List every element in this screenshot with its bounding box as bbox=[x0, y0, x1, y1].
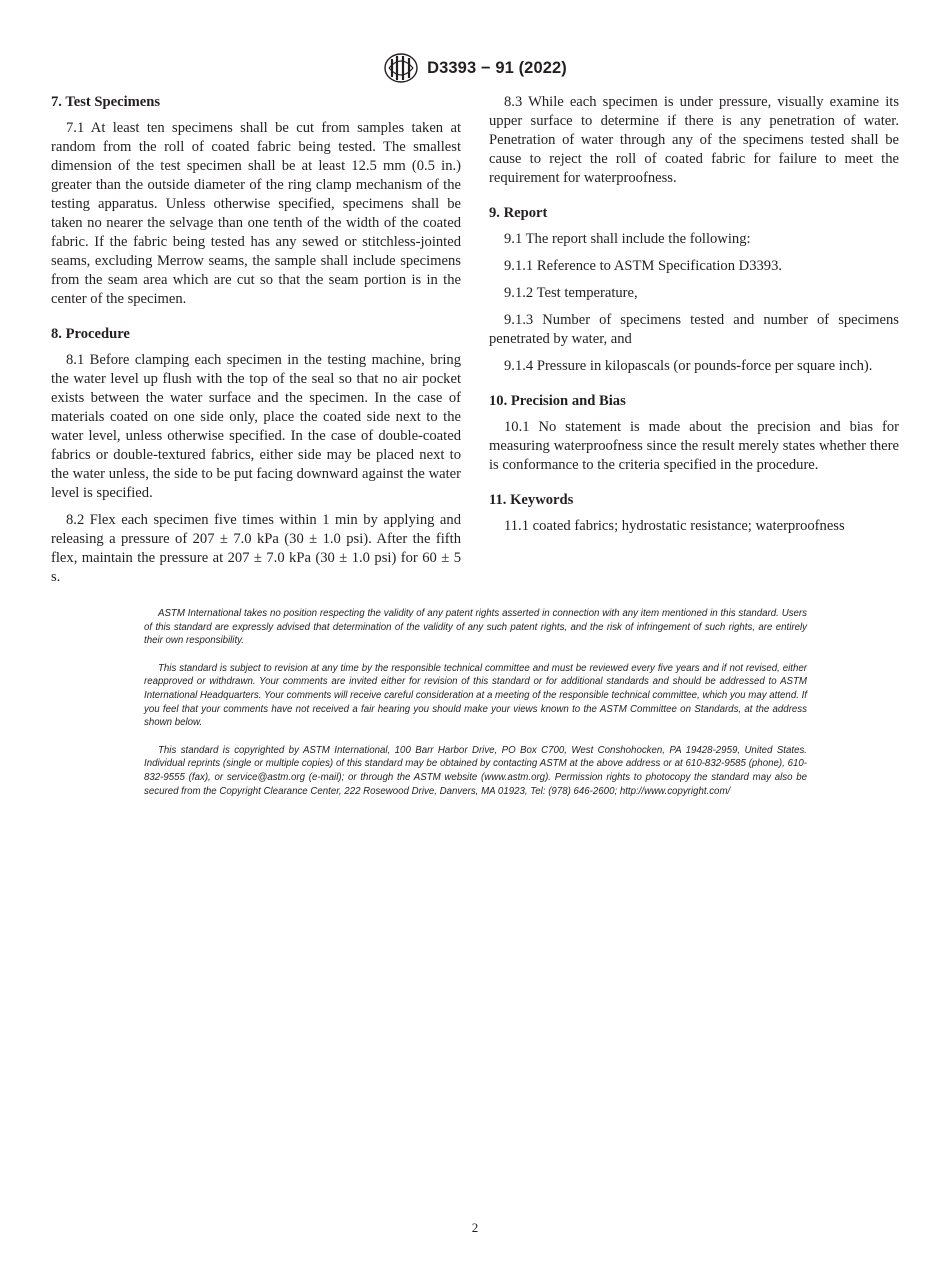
section-title-report: 9. Report bbox=[489, 205, 548, 221]
paragraph-10-1: 10.1 No statement is made about the precision and bias for measuring waterproofness since the result merely states whether there is conformance to the criteria specified in the procedure. bbox=[489, 419, 899, 473]
paragraph-7-1: 7.1 At least ten specimens shall be cut from samples taken at random from the roll of coated fabric being tested. The smallest dimension of the test specimen shall be at least 12.5 mm (0.5 in.) greater than the outside diameter of the ring clamp mechanism of the testing apparatus. Unless otherwise specified, specimens shall be taken no nearer the selvage than one tenth of the width of the coated fabric. If the fabric being tested has any sewed or stitchless-jointed seams, excluding Merrow seams, the sample shall include specimens from the seam area which are cut so that the seam portion is in the center of the specimen. bbox=[51, 120, 461, 307]
paragraph-8-3: 8.3 While each specimen is under pressure, visually examine its upper surface to determine if there is any penetration of water. Penetration of water through any of the specimens tested shall be cause to reject the roll of coated fabric for failure to meet the requirement for waterproofness. bbox=[489, 94, 899, 186]
page-number: 2 bbox=[471, 1220, 479, 1235]
paragraph-9-1-3: 9.1.3 Number of specimens tested and number of specimens penetrated by water, and bbox=[489, 312, 899, 347]
paragraph-9-1-2: 9.1.2 Test temperature, bbox=[504, 285, 638, 301]
section-title-precision-and-bias: 10. Precision and Bias bbox=[489, 393, 626, 409]
document-id: D3393 − 91 (2022) bbox=[427, 58, 567, 77]
right-column bbox=[489, 93, 899, 544]
footnote-revision: This standard is subject to revision at any time by the responsible technical committee and must be reviewed every five years and if not revised, either reapproved or withdrawn. Your comments are invited either for revision of this standard or for additional standards and should be addressed to ASTM International Headquarters. Your comments will receive careful consideration at a meeting of the responsible technical committee, which you may attend. If you feel that your comments have not received a fair hearing you should make your views known to the ASTM Committee on Standards, at the address shown below. bbox=[144, 662, 807, 729]
footnotes bbox=[144, 607, 807, 812]
paragraph-8-2: 8.2 Flex each specimen five times within 1 min by applying and releasing a pressure of 207 ± 7.0 kPa (30 ± 1.0 psi). After the fifth flex, maintain the pressure at 207 ± 7.0 kPa (30 ± 1.0 psi) for 60 ± 5 s. bbox=[51, 512, 461, 585]
section-title-keywords: 11. Keywords bbox=[489, 492, 574, 508]
section-title-procedure: 8. Procedure bbox=[51, 326, 130, 342]
astm-logo-icon bbox=[383, 52, 419, 84]
paragraph-11-1: 11.1 coated fabrics; hydrostatic resistance; waterproofness bbox=[504, 518, 845, 534]
section-title-test-specimens: 7. Test Specimens bbox=[51, 94, 161, 110]
page-header bbox=[0, 52, 950, 86]
paragraph-9-1: 9.1 The report shall include the following: bbox=[504, 231, 751, 247]
header-inner bbox=[383, 52, 567, 84]
footnote-copyright: This standard is copyrighted by ASTM International, 100 Barr Harbor Drive, PO Box C700, West Conshohocken, PA 19428-2959, United States. Individual reprints (single or multiple copies) of this standard may be obtained by contacting ASTM at the above address or at 610-832-9585 (phone), 610-832-9555 (fax), or service@astm.org (e-mail); or through the ASTM website (www.astm.org). Permission rights to photocopy the standard may also be secured from the Copyright Clearance Center, 222 Rosewood Drive, Danvers, MA 01923, Tel: (978) 646-2600; http://www.copyright.com/ bbox=[144, 744, 807, 797]
left-column bbox=[51, 93, 461, 595]
paragraph-9-1-1: 9.1.1 Reference to ASTM Specification D3393. bbox=[504, 258, 783, 274]
footnote-patent: ASTM International takes no position respecting the validity of any patent rights asserted in connection with any item mentioned in this standard. Users of this standard are expressly advised that determination of the validity of any such patent rights, and the risk of infringement of such rights, are entirely their own responsibility. bbox=[144, 608, 807, 647]
paragraph-9-1-4: 9.1.4 Pressure in kilopascals (or pounds-force per square inch). bbox=[504, 358, 873, 374]
paragraph-8-1: 8.1 Before clamping each specimen in the testing machine, bring the water level up flush with the top of the seal so that no air pocket exists between the water surface and the specimen. In the case of materials coated on one side only, place the coated side next to the water level, unless otherwise specified. In the case of double-coated fabrics or double-textured fabrics, either side may be placed next to the water unless, the side to be put facing downward against the water level is specified. bbox=[51, 352, 461, 501]
